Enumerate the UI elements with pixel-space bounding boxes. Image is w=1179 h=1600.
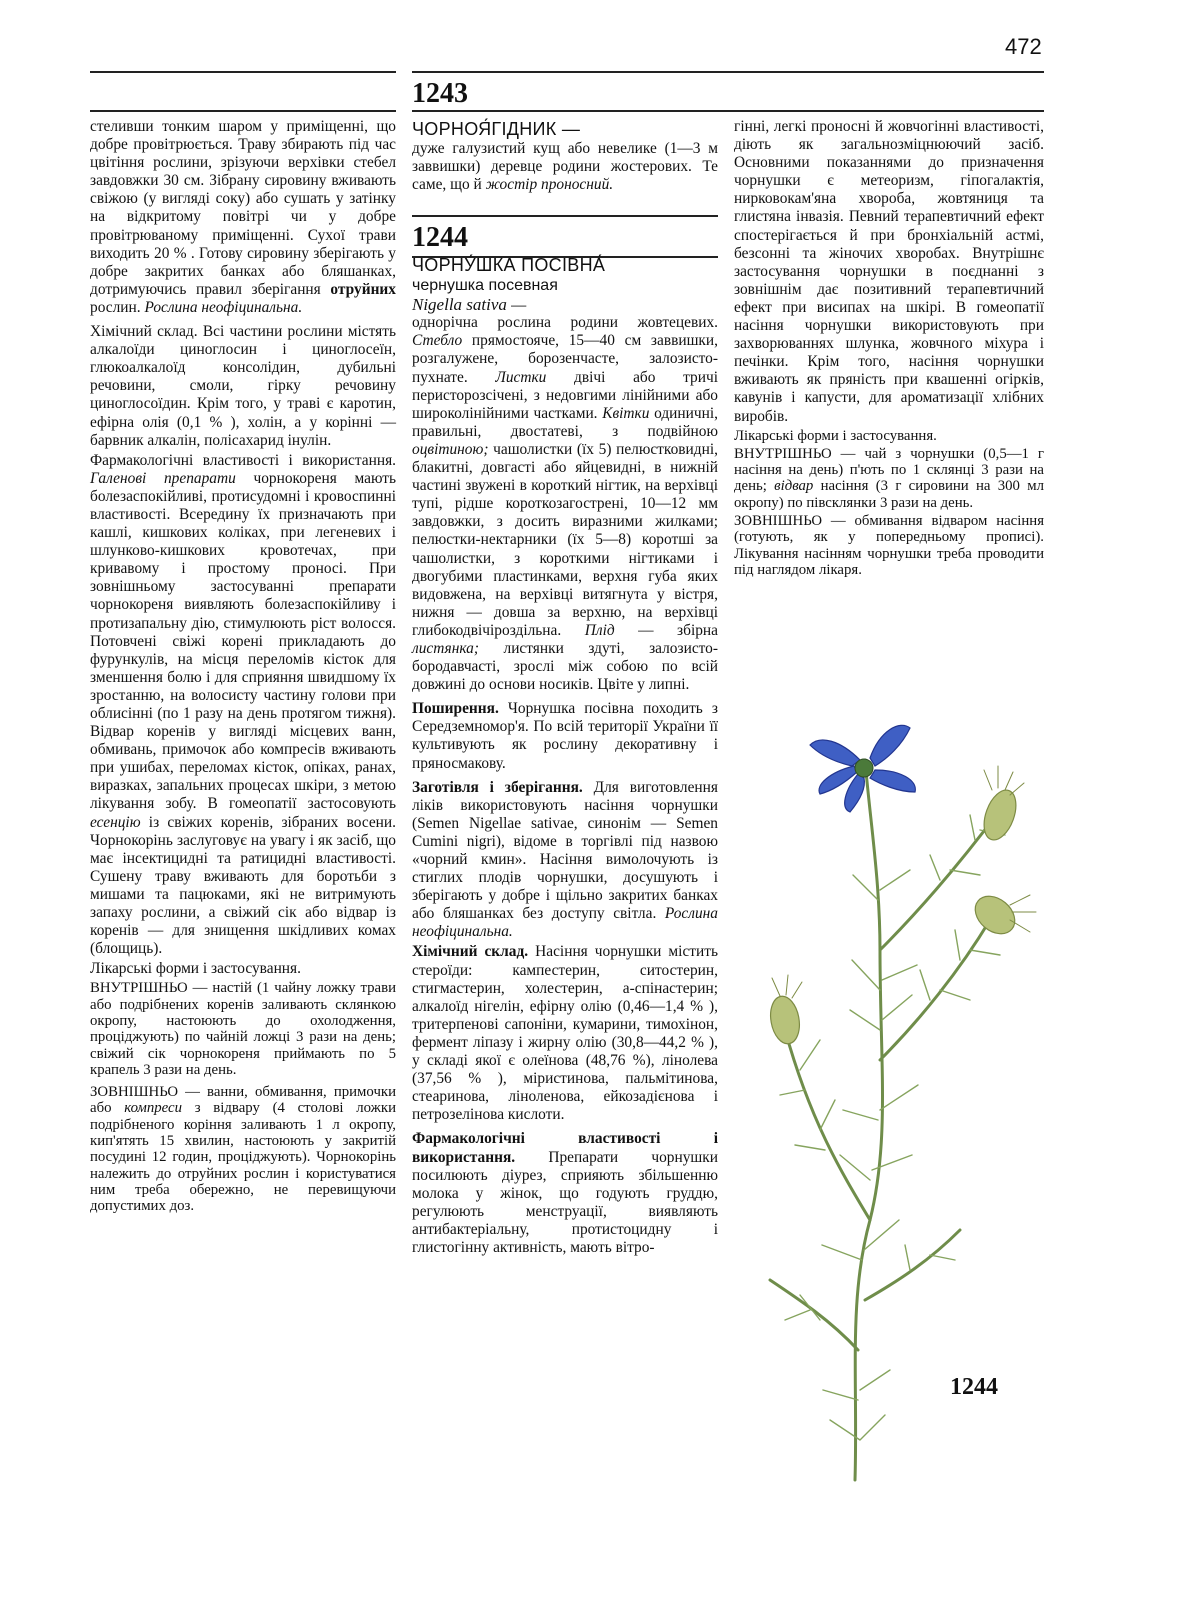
page-number: 472 [1005, 34, 1042, 59]
header-rule-right [412, 110, 1044, 112]
chemical-composition-paragraph: Хімічний склад. Всі частини рослини містять алкалоїди циноглосин і циноглосеїн, глюкоалкалоїд консолідин, дубильні речовини, смоли, гірку речовину циноглосоїдин. Крім того, у траві є каротин, ефірна олія (0,1 % ), холін, а у корінні — барвник алкалін, полісахарид інулін. [90, 323, 396, 449]
column-right [734, 118, 1044, 580]
column-middle [412, 118, 718, 1259]
harvesting-paragraph: Заготівля і зберігання. Для виготовлення ліків використовують насіння чорнушки (Semen Nigellae sativae, синонім — Semen Cumini nigri), відоме в торгівлі під назвою «чорний кмин». Насіння вимолочують із стиглих плодів чорнушки, досушують і зберігають у добре і щільно закритих банках або бляшанках без доступу світла. Рослина неофіцинальна. [412, 778, 718, 941]
nigella-illustration [730, 700, 1060, 1490]
pharmacology-paragraph-2: Фармакологічні властивості і використання. Препарати чорнушки посилюють діурез, сприяють збільшенню молока у жінок, що годують груддю, регулюють менструації, виявляють антибактеріальну, протистоцидну і глистогінну активність, мають вітро- [412, 1130, 718, 1256]
internal-use-paragraph: ВНУТРІШНЬО — настій (1 чайну ложку трави або подрібнених коренів заливають склянкою окропу, настоюють до охолодження, проціджують) по чайній ложці 3 рази на день; свіжий сік чорнокореня приймають по 5 крапель 3 рази на день. [90, 980, 396, 1078]
column-left [90, 118, 396, 1217]
header-rule-left [90, 110, 396, 112]
entry-title-1243: ЧОРНОЯ́ГІДНИК — [412, 119, 581, 139]
paragraph: стеливши тонким шаром у приміщенні, що добре провітрюється. Траву збирають під час цвітіння рослини, зрізуючи верхівки стебел завдовжки 30 см. Зібрану сировину вживають свіжою (у вигляді соку) або сушать у затінку на відкритому повітрі чи у добре провітрюваному приміщенні. Суxoї трави виходить 20 % . Готову сировину зберігають у добре закритих банках або бляшанках, дотримуючись правил зберігання отруйних рослин. Рослина неофіцинальна. [90, 118, 396, 316]
top-rule-right [412, 71, 1044, 73]
entry-text-1243: дуже галузистий кущ або невелике (1—3 м заввишки) деревце родини жостерових. Те саме, що й жостір проносний. [412, 140, 718, 194]
entry-subtitle-1244: чернушка посевная [412, 277, 558, 295]
continuation-paragraph: гінні, легкі проносні й жовчогінні властивості, діють як загальнозміцнюючий засіб. Основними показаннями до призначення чорнушки є метеоризм, гіпогалактія, нирковокам'яна хвороба, жовтяниця та глистяна інвазія. Певний терапевтичний ефект спостерігається й при бронхіальній астмі, безсонні та жіночих хворобах. Внутрішнє застосування чорнушки в поєднанні з зовнішнім дає позитивний терапевтичний ефект при висипах на шкірі. В гомеопатії насіння чорнушки використовують при захворюваннях шлунка, жовчного міхура і печінки. Крім того, насіння чорнушки вживають як пряність при квашенні огірків, кавунів і капусти, для ароматизації хлібних виробів. [734, 118, 1044, 425]
forms-heading: Лікарські форми і застосування. [90, 960, 301, 978]
chemistry-paragraph: Хімічний склад. Насіння чорнушки містить стероїди: кампестерин, ситостерин, стигмастерин, холестерин, а-спінастерин; алкалоїд нігелін, ефірну олію (0,46—1,4 % ), тритерпенові сапоніни, кумарини, тимохінон, фермент ліпазу і жирну олію (30,8—44,2 % ), у складі якої є олеїнова (48,76 %), лінолева (37,56 % ), міристинова, пальмітинова, стеаринова, ліноленова, ейкозадієнова і петрозелінова кислоти. [412, 943, 718, 1124]
external-use-paragraph: ЗОВНІШНЬО — ванни, обмивання, примочки або компреси з відвару (4 столові ложки подрібненого коріння заливають 1 л окропу, кип'ятять 15 хвилин, настоюють у закритій посудині 12 годин, проціджують). Чорнокорінь належить до отруйних рослин і користуватися ним треба обережно, не перевищуючи допустимих доз. [90, 1084, 396, 1215]
description-paragraph: однорічна рослина родини жовтецевих. Стебло прямостояче, 15—40 см заввишки, розгалужене, борозенчасте, залозисто-пухнате. Листки двічі або тричі перисторозсічені, з недовгими лінійними або широколінійними частками. Квітки одиничні, правильні, двостатеві, з подвійною оцвітиною; чашолистки (їх 5) пелюстковидні, блакитні, довгасті або яйцевидні, в нижній частині звужені в короткий нігтик, на верхівці тупі, рідше короткозагострені, 10—12 мм завдовжки, з досить виразними жилками; пелюстки-нектарники (їх 5—8) коротші за чашолистки, з короткими нігтиками і двогубими пластинками, верхня губа яких видовжена, на верхівці витягнута у вістря, нижня — довша за верхню, на верхівці глибокодвічіроздільна. Плід — збірна листянка; листянки здуті, залозисто-бородавчасті, зрослі між собою по всій довжині до основи носиків. Цвіте у липні. [412, 314, 718, 694]
external-use-paragraph-2: ЗОВНІШНЬО — обмивання відваром насіння (готують, як у попередньому прописі). Лікування насінням чорнушки треба проводити під наглядом лікаря. [734, 513, 1044, 578]
entry-number-1244: 1244 [412, 222, 468, 253]
entry-title-1244: ЧОРНУ́ШКА ПОСІВНА́ [412, 255, 606, 276]
forms-heading-2: Лікарські форми і застосування. [734, 427, 937, 444]
distribution-paragraph: Поширення. Чорнушка посівна походить з Середземномор'я. По всій території України її культивують як рослину декоративну і пряносмакову. [412, 700, 718, 772]
figure-label: 1244 [950, 1374, 998, 1400]
entry-number-1243: 1243 [412, 78, 468, 109]
internal-use-paragraph-2: ВНУТРІШНЬО — чай з чорнушки (0,5—1 г насіння на день) п'ють по 1 склянці 3 рази на день; відвар насіння (3 г сировини на 300 мл окропу) по півсклянки 3 рази на день. [734, 445, 1044, 511]
top-rule-left [90, 71, 396, 73]
entry-latin-name: Nigella sativa — [412, 295, 527, 315]
pharmacology-paragraph: Фармакологічні властивості і використання. Галенові препарати чорнокореня мають болезаспокійливі, протисудомні і кровоспинні властивості. Всередину їх призначають при кашлі, кишкових коліках, при легеневих і шлунково-кишкових кровотечах, при кривавому і простому проносі. При зовнішньому застосуванні препарати чорнокореня виявляють болезаспокійливу і протизапальну дію, стимулюють ріст волосся. Потовчені свіжі корені прикладають до фурункулів, на місця переломів кісток для зменшення болю і для сприяння швидшому їх зростанню, на волосисту частину голови при облисінні (по 1 разу на день протягом тижня). Відвар коренів у вигляді місцевих ванн, обмивань, примочок або компресів вживають при ушибах, переломах кісток, опіках, ранах, виразках, запальних процесах шкіри, з метою лікування зобу. В гомеопатії застосовують есенцію із свіжих коренів, зібраних восени. Чорнокорінь заслуговує на увагу і як засіб, що має інсектицидні та ратицидні властивості. Сушену траву вживають для боротьби з мишами та пацюками, які не витримують запаху рослини, а свіжий сік або відвар із коренів — для знищення шкідливих комах (блощиць). [90, 451, 396, 958]
